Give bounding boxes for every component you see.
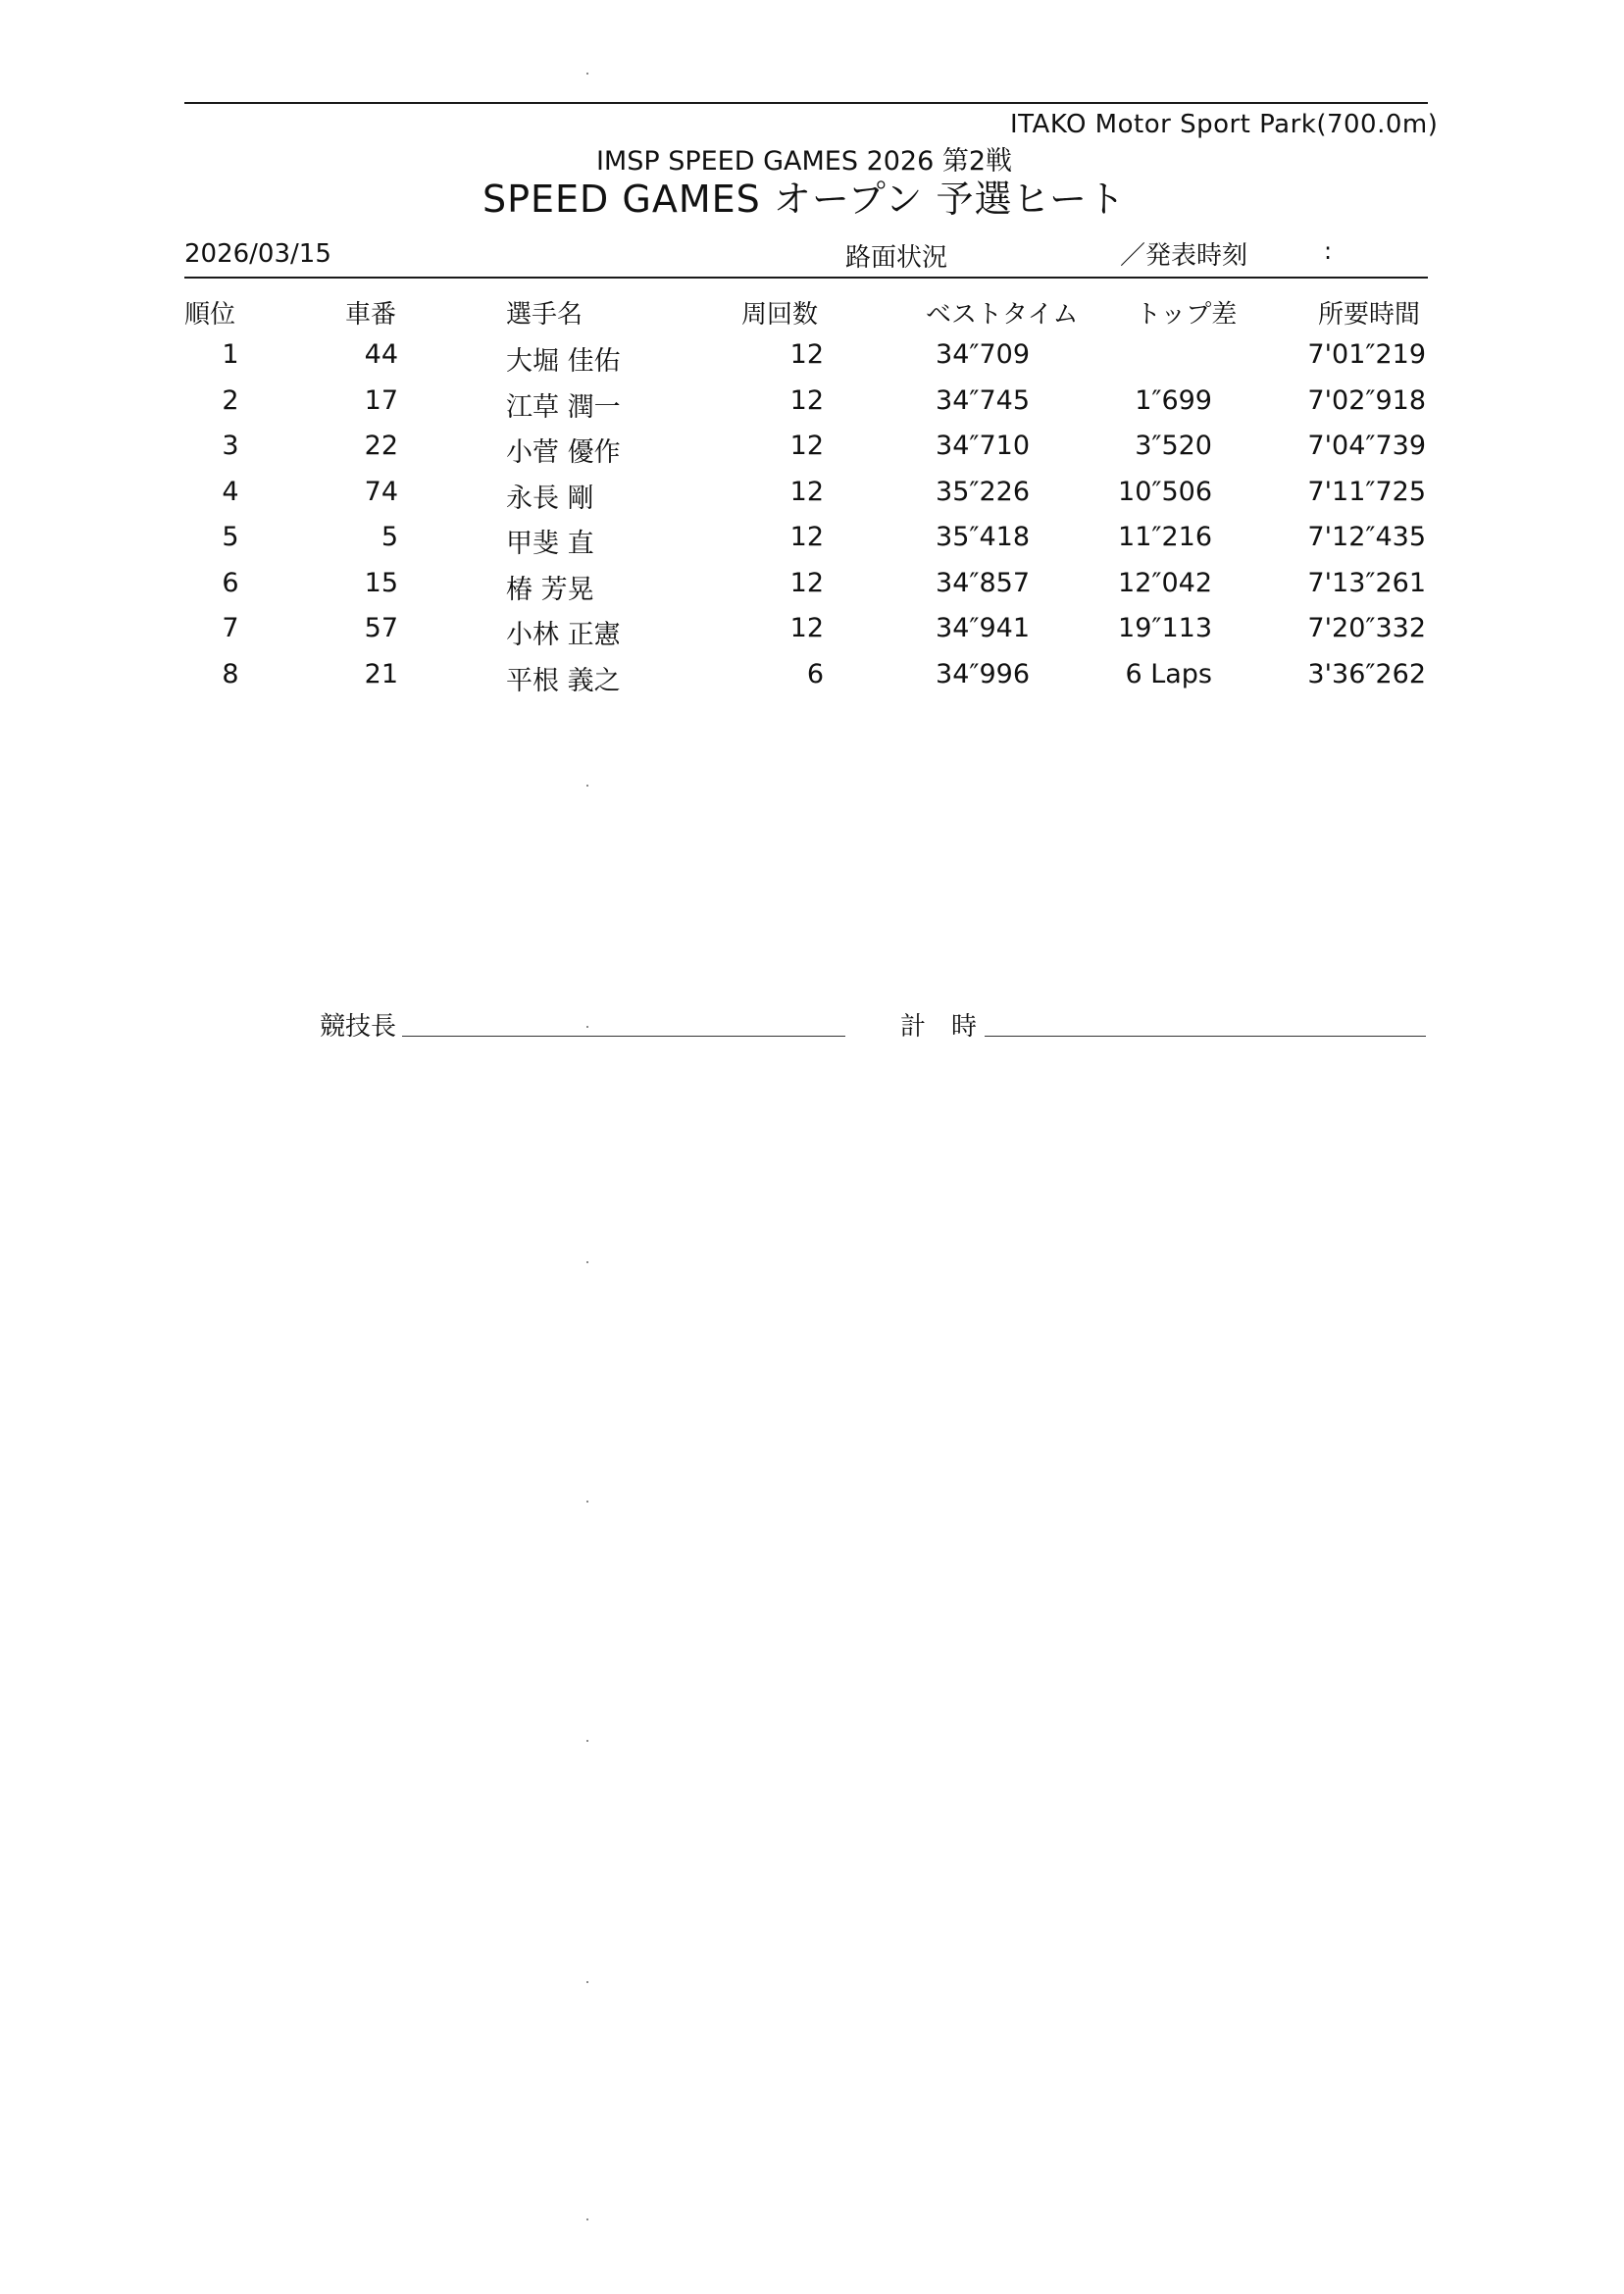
cell-car-number: 74 xyxy=(364,477,398,507)
cell-best-time: 34″745 xyxy=(936,385,1030,416)
page-title: SPEED GAMES オープン 予選ヒート xyxy=(482,178,1126,221)
cell-driver-name: 甲斐 直 xyxy=(506,529,594,559)
header-top-gap: トップ差 xyxy=(1136,300,1238,330)
cell-best-time: 35″226 xyxy=(936,477,1030,507)
cell-top-gap: 3″520 xyxy=(1135,431,1212,461)
cell-total-time: 7'04″739 xyxy=(1307,431,1426,461)
cell-top-gap: 10″506 xyxy=(1118,477,1212,507)
race-date: 2026/03/15 xyxy=(184,239,331,269)
cell-car-number: 21 xyxy=(364,659,398,689)
cell-laps: 6 xyxy=(806,659,824,689)
cell-best-time: 34″709 xyxy=(936,339,1030,370)
cell-car-number: 22 xyxy=(364,431,398,461)
cell-car-number: 57 xyxy=(364,613,398,643)
cell-driver-name: 小菅 優作 xyxy=(506,437,621,468)
cell-top-gap: 12″042 xyxy=(1118,568,1212,598)
timing-signature-line xyxy=(985,1036,1426,1037)
cell-total-time: 7'13″261 xyxy=(1307,568,1426,598)
chief-signature-line xyxy=(402,1036,845,1037)
cell-total-time: 7'11″725 xyxy=(1307,477,1426,507)
scan-dot xyxy=(586,73,588,75)
scan-dot xyxy=(586,1261,588,1263)
cell-position: 2 xyxy=(222,385,239,416)
cell-position: 6 xyxy=(222,568,239,598)
cell-top-gap: 6 Laps xyxy=(1125,659,1212,689)
venue-name: ITAKO Motor Sport Park(700.0m) xyxy=(1010,110,1439,139)
cell-total-time: 7'02″918 xyxy=(1307,385,1426,416)
header-rule xyxy=(184,277,1428,279)
scan-dot xyxy=(586,2218,588,2220)
cell-total-time: 7'01″219 xyxy=(1307,339,1426,370)
announce-time-label: ／発表時刻 xyxy=(1120,241,1248,271)
cell-best-time: 34″941 xyxy=(936,613,1030,643)
timing-label: 計 時 xyxy=(900,1012,978,1042)
scan-dot xyxy=(586,1501,588,1503)
cell-laps: 12 xyxy=(789,339,824,370)
cell-driver-name: 江草 潤一 xyxy=(506,392,621,423)
cell-best-time: 34″857 xyxy=(936,568,1030,598)
cell-position: 4 xyxy=(222,477,239,507)
cell-position: 1 xyxy=(222,339,239,370)
header-laps: 周回数 xyxy=(741,300,819,330)
cell-driver-name: 大堀 佳佑 xyxy=(506,346,621,377)
cell-best-time: 35″418 xyxy=(936,522,1030,552)
chief-label: 競技長 xyxy=(320,1012,397,1042)
cell-best-time: 34″710 xyxy=(936,431,1030,461)
cell-total-time: 7'20″332 xyxy=(1307,613,1426,643)
cell-laps: 12 xyxy=(789,522,824,552)
cell-position: 8 xyxy=(222,659,239,689)
cell-car-number: 17 xyxy=(364,385,398,416)
event-name: IMSP SPEED GAMES 2026 第2戦 xyxy=(595,146,1013,177)
announce-time-value: : xyxy=(1324,237,1333,265)
cell-driver-name: 永長 剛 xyxy=(506,484,594,514)
cell-laps: 12 xyxy=(789,385,824,416)
cell-car-number: 15 xyxy=(364,568,398,598)
header-driver-name: 選手名 xyxy=(506,300,584,330)
cell-position: 3 xyxy=(222,431,239,461)
cell-position: 7 xyxy=(222,613,239,643)
cell-total-time: 7'12″435 xyxy=(1307,522,1426,552)
cell-laps: 12 xyxy=(789,568,824,598)
cell-car-number: 5 xyxy=(381,522,398,552)
cell-driver-name: 平根 義之 xyxy=(506,666,621,696)
scan-dot xyxy=(586,1981,588,1983)
cell-laps: 12 xyxy=(789,431,824,461)
cell-driver-name: 椿 芳晃 xyxy=(506,575,594,605)
top-rule xyxy=(184,102,1428,104)
cell-laps: 12 xyxy=(789,477,824,507)
header-total-time: 所要時間 xyxy=(1318,300,1421,330)
cell-top-gap: 1″699 xyxy=(1135,385,1212,416)
scan-dot xyxy=(586,1026,588,1028)
scan-dot xyxy=(586,1740,588,1742)
cell-top-gap: 11″216 xyxy=(1118,522,1212,552)
header-position: 順位 xyxy=(184,300,236,330)
cell-best-time: 34″996 xyxy=(936,659,1030,689)
cell-top-gap: 19″113 xyxy=(1118,613,1212,643)
cell-driver-name: 小林 正憲 xyxy=(506,620,621,650)
road-condition-label: 路面状況 xyxy=(845,243,948,273)
cell-position: 5 xyxy=(222,522,239,552)
cell-total-time: 3'36″262 xyxy=(1307,659,1426,689)
scan-dot xyxy=(586,785,588,787)
cell-laps: 12 xyxy=(789,613,824,643)
header-best-time: ベストタイム xyxy=(926,300,1079,330)
cell-car-number: 44 xyxy=(364,339,398,370)
header-car-number: 車番 xyxy=(345,300,397,330)
